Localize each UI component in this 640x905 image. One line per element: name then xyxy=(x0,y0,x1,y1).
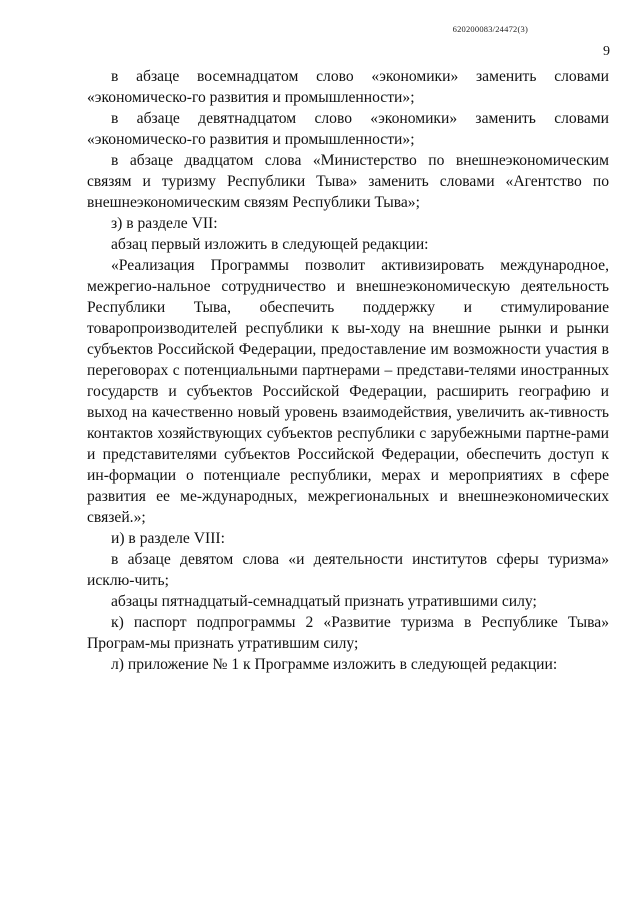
quoted-paragraph: «Реализация Программы позволит активизировать международное, межрегио-нальное сотрудничество и внешнеэкономическую деятельность Республики Тыва, обеспечить поддержку и стимулирование товаропроизводителей республики к вы-ходу на внешние рынки и рынки субъектов Российской Федерации, предоставление им возможности участия в переговорах с потенциальными партнерами – представи-телями иностранных государств и субъектов Российской Федерации, расширить географию и выход на качественно новый уровень взаимодействия, увеличить ак-тивность контактов хозяйствующих субъектов республики с зарубежными партне-рами и представителями субъектов Российской Федерации, обеспечить доступ к ин-формации о потенциале республики, мерах и мероприятиях в сфере развития ее ме-ждународных, межрегиональных и внешнеэкономических связей.»; xyxy=(87,257,609,526)
paragraph: в абзаце девятом слова «и деятельности институтов сферы туризма» исклю-чить; xyxy=(87,551,609,589)
document-code: 620200083/24472(3) xyxy=(452,24,528,34)
paragraph: в абзаце восемнадцатом слово «экономики» заменить словами «экономическо-го развития и промышленности»; xyxy=(87,68,609,106)
document-body xyxy=(87,66,609,675)
paragraph: абзацы пятнадцатый-семнадцатый признать утратившими силу; xyxy=(111,593,537,610)
section-item: к) паспорт подпрограммы 2 «Развитие туризма в Республике Тыва» Програм-мы признать утратившим силу; xyxy=(87,614,609,652)
paragraph: в абзаце двадцатом слова «Министерство по внешнеэкономическим связям и туризму Республики Тыва» заменить словами «Агентство по внешнеэкономическим связям Республики Тыва»; xyxy=(87,152,609,211)
page-number: 9 xyxy=(603,44,610,59)
section-item: з) в разделе VII: xyxy=(111,215,218,232)
paragraph: в абзаце девятнадцатом слово «экономики» заменить словами «экономическо-го развития и промышленности»; xyxy=(87,110,609,148)
paragraph: абзац первый изложить в следующей редакции: xyxy=(111,236,429,253)
section-item: л) приложение № 1 к Программе изложить в следующей редакции: xyxy=(111,656,558,673)
section-item: и) в разделе VIII: xyxy=(111,530,225,547)
